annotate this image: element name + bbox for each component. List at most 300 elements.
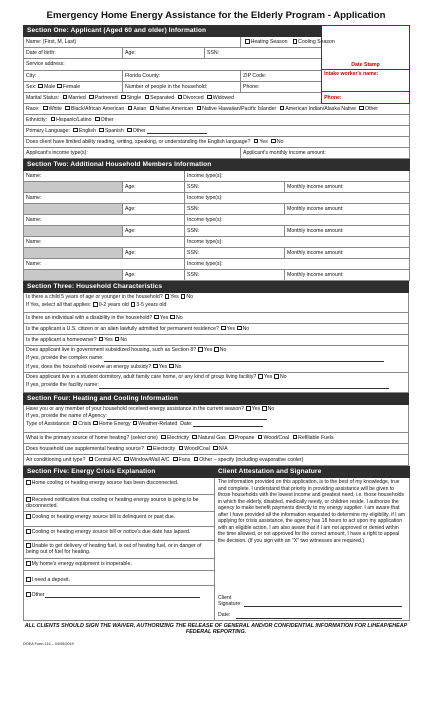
member-monthly-income-label: Monthly income amount:	[287, 205, 344, 212]
subsidized-question: Does applicant live in government subsidized housing, such as Section 8?	[26, 347, 197, 354]
client-signature-label: Client Signature:	[218, 595, 242, 608]
citizen-question: Is the applicant a U.S. citizen or an alien lawfully admitted for permanent residence?	[26, 325, 219, 332]
signature-date-line[interactable]	[236, 614, 402, 619]
citizen-yes-label: Yes	[226, 325, 235, 332]
form-number: DOEA Form 114 – 04/05/2019	[23, 641, 74, 646]
limited-english-no-checkbox[interactable]	[271, 139, 276, 144]
race-white-checkbox[interactable]	[43, 106, 48, 111]
prior-assistance-no-checkbox[interactable]	[262, 406, 267, 411]
phone-label: Phone:	[243, 83, 260, 90]
signature-date-row	[218, 612, 406, 619]
central-ac-label: Central A/C	[94, 456, 121, 463]
assistance-type-label: Type of Assistance:	[26, 420, 71, 427]
applicant-monthly-income-label: Applicant's monthly income amount:	[243, 149, 326, 156]
section-two-header: Section Two: Additional Household Members Information	[24, 160, 410, 171]
member-name-field[interactable]	[24, 193, 185, 204]
crisis-item-label: I need a deposit.	[31, 577, 70, 584]
member-age-label: Age:	[125, 205, 136, 212]
male-checkbox[interactable]	[38, 84, 43, 89]
member-gray-cell	[24, 204, 123, 215]
race-black-checkbox[interactable]	[65, 106, 70, 111]
language-other-checkbox[interactable]	[127, 128, 132, 133]
section-three-table	[23, 281, 409, 393]
applicant-monthly-income-field[interactable]	[241, 148, 410, 159]
crisis-item-label: My home's energy equipment is inoperable.	[31, 561, 132, 568]
child-age-question: If Yes, select all that applies:	[26, 302, 92, 309]
section-five-table	[23, 466, 410, 621]
supplemental-heat-question: Does household use supplemental heating source?	[26, 445, 144, 452]
dob-label: Date of birth:	[26, 50, 56, 57]
heat-refillable-label: Refillable Fuels	[298, 434, 334, 441]
disability-no-checkbox[interactable]	[170, 315, 175, 320]
member-ssn-label: SSN:	[187, 271, 200, 278]
ssn-label: SSN:	[207, 50, 220, 57]
crisis-explanation-list	[24, 478, 215, 621]
agency-name-label: If yes, provide the name of Agency:	[26, 413, 108, 420]
group-living-yes-label: Yes	[263, 374, 273, 381]
crisis-item-checkbox[interactable]	[26, 497, 31, 502]
home-energy-label: Home Energy	[98, 420, 131, 427]
subsidized-no-label: No	[219, 347, 227, 354]
crisis-item	[24, 512, 214, 527]
member-ssn-label: SSN:	[187, 183, 200, 190]
crisis-item-checkbox[interactable]	[26, 514, 31, 519]
subsidized-no-checkbox[interactable]	[214, 347, 219, 352]
supp-wood-coal-checkbox[interactable]	[179, 446, 184, 451]
member-ssn-label: SSN:	[187, 249, 200, 256]
window-ac-label: Window/Wall A/C	[130, 456, 170, 463]
crisis-item	[24, 527, 214, 541]
member-ssn-field[interactable]	[185, 182, 285, 193]
disability-yes-label: Yes	[159, 314, 169, 321]
prior-assistance-question: Have you or any member of your household received energy assistance in the current season?	[26, 406, 244, 413]
subsidy-yes-checkbox[interactable]	[153, 364, 158, 369]
limited-english-yes-label: Yes	[259, 138, 268, 145]
heat-natural-gas-label: Natural Gas	[198, 434, 226, 441]
dob-field[interactable]	[24, 48, 123, 59]
child-question-field	[24, 293, 409, 313]
limited-english-yes-checkbox[interactable]	[254, 139, 259, 144]
member-income-types-label: Income type(s):	[187, 238, 223, 245]
window-ac-checkbox[interactable]	[124, 457, 129, 462]
separated-label: Separated	[150, 94, 175, 101]
date-stamp-area[interactable]	[322, 26, 409, 70]
member-name-label: Name:	[26, 216, 42, 223]
crisis-item	[24, 586, 214, 600]
crisis-item-checkbox[interactable]	[26, 577, 31, 582]
separated-checkbox[interactable]	[145, 95, 150, 100]
homeowner-no-label: No	[120, 336, 127, 343]
child-yes-checkbox[interactable]	[165, 294, 170, 299]
supp-na-label: N/A	[218, 445, 228, 452]
address-label: Service address:	[26, 61, 65, 68]
crisis-item	[24, 541, 214, 559]
member-monthly-income-label: Monthly income amount:	[287, 249, 344, 256]
member-age-field[interactable]	[123, 226, 185, 237]
weather-related-label: Weather-Related	[138, 420, 178, 427]
married-label: Married	[68, 94, 86, 101]
homeowner-question-field	[24, 335, 409, 346]
crisis-item-checkbox[interactable]	[26, 561, 31, 566]
partnered-label: Partnered	[94, 94, 118, 101]
member-row	[24, 259, 410, 270]
date-stamp-label: Date Stamp	[351, 61, 380, 68]
attestation-text: The information provided on this application, is to the best of my knowledge, true and complete. I understand that priority in providing assistance will be given to those households with the lowest income and greatest need, i.e. those households in which the elderly, disabled, medically needy, or children reside. I authorize the agency to make benefit payments directly to my energy supplier. I am aware that after I have provided all the information requested to determine my eligibility, if I am applying for crisis assistance, the agency has 18 hours to act upon my application with an eligible action. I am also aware that if I am not approved or denied within the time allowed, or not approved for the correct amount, I have a right to appeal the decision. (If you sign with an "X" two witnesses are required.)	[218, 479, 406, 544]
group-living-no-checkbox[interactable]	[274, 374, 279, 379]
cooling-season-checkbox[interactable]	[293, 39, 298, 44]
race-native-american-checkbox[interactable]	[150, 106, 155, 111]
assistance-date-label: Date:	[180, 420, 193, 427]
member-monthly-income-label: Monthly income amount:	[287, 183, 344, 190]
race-label: Race:	[26, 105, 40, 112]
city-label: City:	[26, 72, 37, 79]
race-asian-label: Asian	[133, 105, 147, 112]
member-ssn-label: SSN:	[187, 205, 200, 212]
assistance-date-line[interactable]	[193, 422, 263, 427]
subsidized-question-field	[24, 346, 409, 373]
subsidy-yes-label: Yes	[158, 363, 168, 370]
language-label: Primary Language:	[26, 127, 70, 134]
member-monthly-income-field[interactable]	[285, 226, 410, 237]
hispanic-label: Hispanic/Latino	[56, 116, 92, 123]
hispanic-checkbox[interactable]	[51, 117, 56, 122]
female-checkbox[interactable]	[57, 84, 62, 89]
ethnicity-label: Ethnicity:	[26, 116, 48, 123]
member-gray-cell	[24, 182, 123, 193]
married-checkbox[interactable]	[63, 95, 68, 100]
member-detail-row	[24, 182, 410, 193]
form-title: Emergency Home Energy Assistance for the Elderly Program - Application	[46, 10, 386, 21]
ssn-field[interactable]	[205, 48, 322, 59]
ac-other-label: Other – specify (including evaporative cooler)	[199, 456, 304, 463]
member-row	[24, 237, 410, 248]
member-income-types-field[interactable]	[185, 259, 410, 270]
member-detail-row	[24, 270, 410, 281]
crisis-item-checkbox[interactable]	[26, 543, 31, 548]
race-asian-checkbox[interactable]	[128, 106, 133, 111]
crisis-item	[24, 478, 214, 495]
member-monthly-income-label: Monthly income amount:	[287, 271, 344, 278]
facility-name-line[interactable]	[99, 384, 389, 389]
widowed-checkbox[interactable]	[207, 95, 212, 100]
crisis-item-label: Received notification that cooling or heating energy source is going to be disconnected.	[26, 497, 199, 510]
race-black-label: Black/African American	[70, 105, 125, 112]
complex-name-label: If yes, provide the complex name:	[26, 355, 104, 362]
spanish-label: Spanish	[104, 127, 124, 134]
age-3-5-checkbox[interactable]	[131, 302, 136, 307]
member-income-types-field[interactable]	[185, 171, 410, 182]
citizen-no-label: No	[242, 325, 250, 332]
applicant-name-field[interactable]	[24, 37, 241, 48]
member-detail-row	[24, 204, 410, 215]
member-name-label: Name:	[26, 194, 42, 201]
city-field[interactable]	[24, 70, 123, 81]
crisis-label: Crisis	[78, 420, 92, 427]
member-income-types-field[interactable]	[185, 193, 410, 204]
member-row	[24, 171, 410, 182]
race-pacific-checkbox[interactable]	[197, 106, 202, 111]
limited-english-field	[24, 137, 410, 148]
subsidy-no-label: No	[174, 363, 182, 370]
fans-label: Fans	[178, 456, 191, 463]
heat-wood-coal-checkbox[interactable]	[258, 435, 263, 440]
crisis-checkbox[interactable]	[73, 421, 78, 426]
homeowner-yes-checkbox[interactable]	[99, 337, 104, 342]
citizen-yes-checkbox[interactable]	[221, 326, 226, 331]
prior-assistance-field	[24, 405, 409, 433]
child-no-checkbox[interactable]	[181, 294, 186, 299]
member-monthly-income-field[interactable]	[285, 248, 410, 259]
age-3-5-label: 3-5 years old	[136, 302, 167, 309]
ethnicity-other-checkbox[interactable]	[95, 117, 100, 122]
crisis-item	[24, 495, 214, 512]
race-am-indian-checkbox[interactable]	[280, 106, 285, 111]
client-signature-line[interactable]	[244, 602, 402, 607]
member-age-label: Age:	[125, 249, 136, 256]
section-five-header: Section Five: Energy Crisis Explanation	[24, 467, 215, 478]
heat-electricity-checkbox[interactable]	[161, 435, 166, 440]
child-yes-label: Yes	[170, 294, 179, 301]
age-field[interactable]	[123, 48, 205, 59]
applicant-income-types-label: Applicant's income type(s):	[26, 149, 88, 156]
sex-label: Sex:	[26, 83, 37, 90]
english-label: English	[78, 127, 96, 134]
race-am-indian-label: American Indian/Alaska Native	[285, 105, 356, 112]
crisis-item	[24, 571, 214, 586]
crisis-item-label: Other	[31, 592, 45, 599]
member-ssn-field[interactable]	[185, 204, 285, 215]
member-income-types-label: Income type(s):	[187, 216, 223, 223]
crisis-item-label: Cooling or heating energy source bill is delinquent or past due.	[31, 514, 176, 521]
crisis-item-label: Home cooling or heating energy source has been disconnected.	[31, 480, 179, 487]
age-label: Age:	[125, 50, 136, 57]
crisis-item-checkbox[interactable]	[26, 529, 31, 534]
heat-electricity-label: Electricity	[166, 434, 190, 441]
race-native-american-label: Native American	[155, 105, 194, 112]
complex-name-line[interactable]	[104, 357, 384, 362]
heat-natural-gas-checkbox[interactable]	[192, 435, 197, 440]
member-name-field[interactable]	[24, 237, 185, 248]
member-ssn-field[interactable]	[185, 226, 285, 237]
supp-wood-coal-label: Wood/Coal	[184, 445, 210, 452]
limited-english-question: Does client have limited ability reading, writing, speaking, or understanding the English language?	[26, 138, 251, 145]
crisis-item-checkbox[interactable]	[26, 592, 31, 597]
prior-assistance-yes-label: Yes	[251, 406, 261, 413]
heating-source-question: What is the primary source of home heating? (select one)	[26, 434, 158, 441]
section-two-table	[23, 159, 410, 281]
member-ssn-label: SSN:	[187, 227, 200, 234]
member-age-field[interactable]	[123, 248, 185, 259]
heat-propane-label: Propane	[234, 434, 255, 441]
intake-worker-label: Intake worker's name:	[324, 71, 379, 77]
office-phone-label: Phone:	[324, 95, 342, 101]
prior-assistance-yes-checkbox[interactable]	[246, 406, 251, 411]
member-income-types-label: Income type(s):	[187, 260, 223, 267]
child-question: Is there a child 5 years of age or younger in the household?	[26, 294, 163, 301]
energy-subsidy-question: If yes, does the household receive an energy subsidy?	[26, 363, 152, 370]
member-monthly-income-field[interactable]	[285, 182, 410, 193]
crisis-item	[24, 559, 214, 571]
member-detail-row	[24, 248, 410, 259]
male-label: Male	[43, 83, 56, 90]
member-gray-cell	[24, 248, 123, 259]
member-name-field[interactable]	[24, 171, 185, 182]
group-living-question: Does applicant live in a student dormitory, adult family care home, or any kind of group living facility?	[26, 374, 257, 381]
member-detail-row	[24, 226, 410, 237]
supp-na-checkbox[interactable]	[213, 446, 218, 451]
waiver-notice: ALL CLIENTS SHOULD SIGN THE WAIVER, AUTHORIZING THE RELEASE OF GENERAL AND/OR CONFIDENTIAL INFORMATION FOR LIHEAP/EHEAP FEDERAL REPORTING.	[24, 622, 408, 636]
member-monthly-income-field[interactable]	[285, 204, 410, 215]
member-name-field[interactable]	[24, 259, 185, 270]
subsidy-no-checkbox[interactable]	[169, 364, 174, 369]
language-other-line[interactable]	[147, 129, 207, 134]
heating-season-label: Heating Season	[250, 39, 288, 46]
citizen-no-checkbox[interactable]	[237, 326, 242, 331]
supp-electricity-checkbox[interactable]	[147, 446, 152, 451]
member-ssn-field[interactable]	[185, 270, 285, 281]
facility-name-label: If yes, provide the facility name:	[26, 382, 99, 389]
household-label: Number of people in the household:	[125, 83, 208, 90]
member-name-label: Name:	[26, 238, 42, 245]
ac-type-question: Air conditioning unit type?	[26, 456, 86, 463]
supplemental-heat-field	[24, 444, 409, 455]
partnered-checkbox[interactable]	[89, 95, 94, 100]
member-age-field[interactable]	[123, 270, 185, 281]
race-field	[24, 104, 410, 115]
race-white-label: White	[48, 105, 62, 112]
widowed-label: Widowed	[212, 94, 235, 101]
disability-question: Is there an individual with a disability in the household?	[26, 314, 153, 321]
section-three-header: Section Three: Household Characteristics	[24, 282, 409, 293]
ethnicity-other-label: Other	[100, 116, 114, 123]
phone-field[interactable]	[241, 81, 322, 92]
name-label: Name: (First, M, Last)	[26, 39, 77, 46]
child-no-label: No	[186, 294, 193, 301]
agency-name-line[interactable]	[107, 415, 267, 420]
cooling-season-label: Cooling Season	[298, 39, 335, 46]
member-name-label: Name:	[26, 172, 42, 179]
single-label: Single	[126, 94, 142, 101]
subsidized-yes-label: Yes	[203, 347, 213, 354]
season-select	[241, 37, 335, 48]
language-field	[24, 126, 410, 137]
disability-question-field	[24, 313, 409, 324]
member-age-label: Age:	[125, 271, 136, 278]
applicant-income-types-field[interactable]	[24, 148, 241, 159]
language-other-label: Other	[132, 127, 146, 134]
fans-checkbox[interactable]	[173, 457, 178, 462]
member-gray-cell	[24, 270, 123, 281]
member-monthly-income-field[interactable]	[285, 270, 410, 281]
race-pacific-label: Native Hawaiian/Pacific Islander	[202, 105, 277, 112]
crisis-item-checkbox[interactable]	[26, 480, 31, 485]
homeowner-question: Is the applicant a homeowner?	[26, 336, 97, 343]
group-living-no-label: No	[279, 374, 287, 381]
county-field[interactable]	[123, 70, 241, 81]
client-signature-row	[218, 595, 406, 607]
marital-status-field	[24, 92, 322, 103]
heat-propane-checkbox[interactable]	[229, 435, 234, 440]
group-living-question-field	[24, 373, 409, 393]
supp-electricity-label: Electricity	[153, 445, 176, 452]
limited-english-no-label: No	[276, 138, 284, 145]
section-four-table	[23, 393, 409, 466]
zip-field[interactable]	[241, 70, 322, 81]
member-income-types-label: Income type(s):	[187, 172, 223, 179]
household-count-field[interactable]	[123, 81, 241, 92]
disability-yes-checkbox[interactable]	[154, 315, 159, 320]
group-living-yes-checkbox[interactable]	[258, 374, 263, 379]
divorced-checkbox[interactable]	[178, 95, 183, 100]
marital-label: Marital Status:	[26, 94, 60, 101]
single-checkbox[interactable]	[121, 95, 126, 100]
service-address-field[interactable]	[24, 59, 322, 70]
section-one-header: Section One: Applicant (Aged 60 and older) Information	[24, 26, 322, 37]
member-income-types-label: Income type(s):	[187, 194, 223, 201]
sex-field	[24, 81, 123, 92]
member-row	[24, 193, 410, 204]
signature-date-label: Date:	[218, 612, 231, 619]
member-age-field[interactable]	[123, 204, 185, 215]
disability-no-label: No	[175, 314, 183, 321]
attestation-header: Client Attestation and Signature	[215, 467, 410, 478]
age-0-2-label: 0-2 years old	[98, 302, 129, 309]
member-row	[24, 215, 410, 226]
member-ssn-field[interactable]	[185, 248, 285, 259]
ac-type-field	[24, 455, 409, 466]
zip-label: ZIP Code:	[243, 72, 267, 79]
ethnicity-field	[24, 115, 410, 126]
female-label: Female	[62, 83, 81, 90]
weather-related-checkbox[interactable]	[133, 421, 138, 426]
crisis-item-label: Cooling or heating energy source bill or notice's due date has lapsed.	[31, 529, 191, 536]
subsidized-yes-checkbox[interactable]	[198, 347, 203, 352]
attestation-cell	[215, 478, 410, 621]
member-age-label: Age:	[125, 227, 136, 234]
section-four-header: Section Four: Heating and Cooling Information	[24, 394, 409, 405]
central-ac-checkbox[interactable]	[89, 457, 94, 462]
race-other-label: Other	[365, 105, 379, 112]
english-checkbox[interactable]	[73, 128, 78, 133]
heat-wood-coal-label: Wood/Coal	[263, 434, 290, 441]
ac-other-checkbox[interactable]	[194, 457, 199, 462]
intake-worker-field[interactable]	[322, 70, 409, 92]
member-name-label: Name:	[26, 260, 42, 267]
member-name-field[interactable]	[24, 215, 185, 226]
section-one-table	[23, 25, 410, 159]
office-use-box	[322, 26, 410, 104]
divorced-label: Divorced	[183, 94, 204, 101]
crisis-other-line[interactable]	[45, 593, 200, 598]
heating-season-checkbox[interactable]	[245, 39, 250, 44]
age-0-2-checkbox[interactable]	[93, 302, 98, 307]
office-phone-field[interactable]	[322, 92, 409, 103]
member-monthly-income-label: Monthly income amount:	[287, 227, 344, 234]
member-income-types-field[interactable]	[185, 215, 410, 226]
member-age-label: Age:	[125, 183, 136, 190]
member-age-field[interactable]	[123, 182, 185, 193]
crisis-item-label: Unable to get delivery of heating fuel, is out of heating fuel, or in danger of being out of fuel for heating.	[26, 543, 202, 556]
race-other-checkbox[interactable]	[359, 106, 364, 111]
member-income-types-field[interactable]	[185, 237, 410, 248]
home-energy-checkbox[interactable]	[93, 421, 98, 426]
spanish-checkbox[interactable]	[99, 128, 104, 133]
homeowner-no-checkbox[interactable]	[115, 337, 120, 342]
heating-source-field	[24, 433, 409, 444]
heat-refillable-checkbox[interactable]	[293, 435, 298, 440]
member-gray-cell	[24, 226, 123, 237]
county-label: Florida County:	[125, 72, 161, 79]
